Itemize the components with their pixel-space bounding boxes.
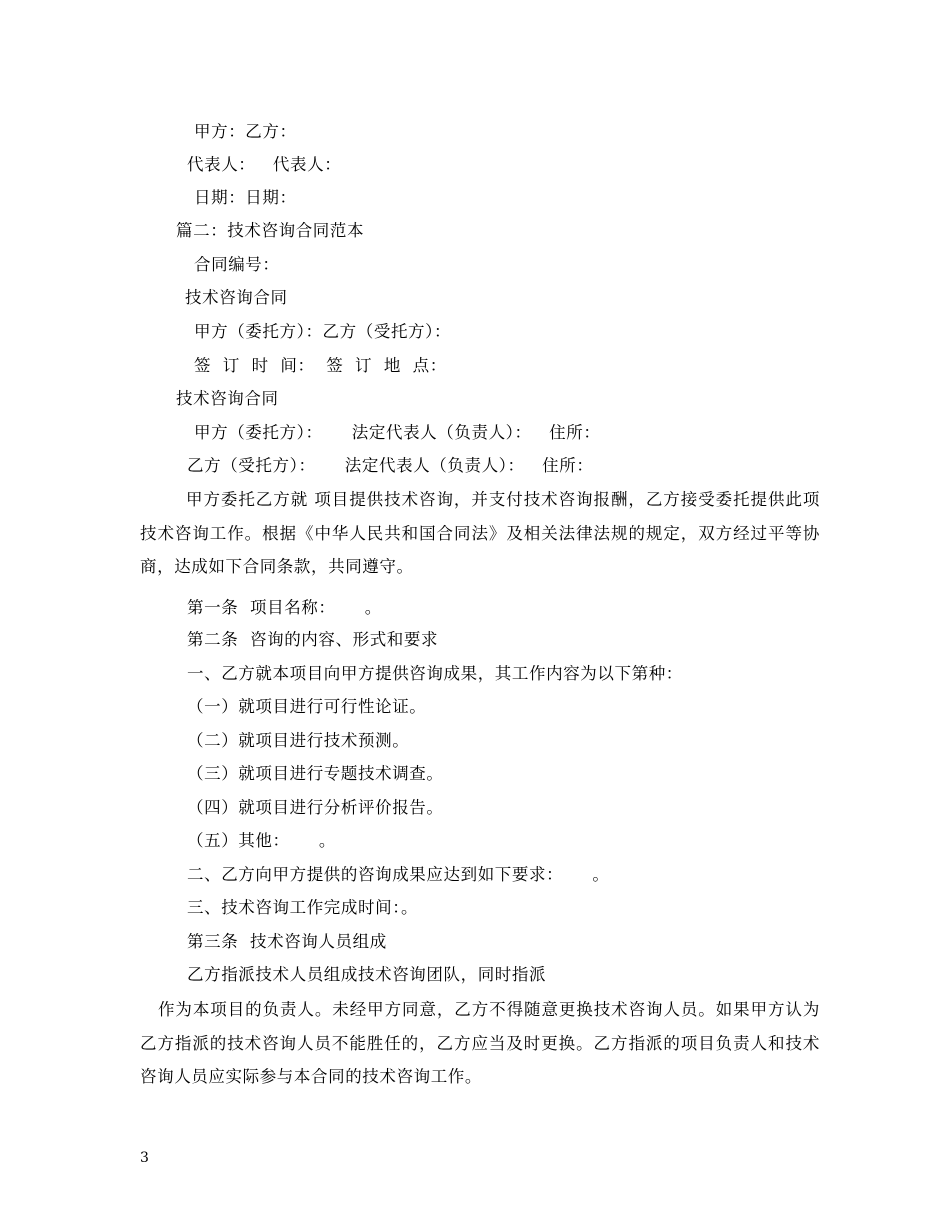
party-b-details-line: 乙方（受托方）： 法定代表人（负责人）： 住所： xyxy=(187,456,594,475)
article-3-text: 乙方指派技术人员组成技术咨询团队，同时指派 xyxy=(187,965,547,984)
date-line: 日期：日期： xyxy=(194,188,297,207)
clause-2-2: 二、乙方向甲方提供的咨询成果应达到如下要求： 。 xyxy=(187,865,610,884)
item-5: （五）其他： 。 xyxy=(187,831,336,850)
item-2: （二）就项目进行技术预测。 xyxy=(187,731,410,750)
article-1: 第一条 项目名称： 。 xyxy=(187,598,382,617)
contract-title: 技术咨询合同 xyxy=(185,288,288,307)
item-1: （一）就项目进行可行性论证。 xyxy=(187,697,427,716)
item-4: （四）就项目进行分析评价报告。 xyxy=(187,798,444,817)
article-2: 第二条 咨询的内容、形式和要求 xyxy=(187,630,439,649)
signing-time-place-line: 签 订 时 间： 签 订 地 点： xyxy=(194,356,447,375)
representative-line: 代表人： 代表人： xyxy=(187,155,342,174)
section-heading: 篇二：技术咨询合同范本 xyxy=(176,221,365,240)
contract-number-line: 合同编号： xyxy=(194,255,280,274)
clause-2-3: 三、技术咨询工作完成时间：。 xyxy=(187,898,419,917)
personnel-paragraph: 作为本项目的负责人。未经甲方同意，乙方不得随意更换技术咨询人员。如果甲方认为乙方指派的技术咨询人员不能胜任的，乙方应当及时更换。乙方指派的项目负责人和技术咨询人员应实际参与本合同的技术咨询工作。 xyxy=(140,1000,820,1086)
clause-2-1: 一、乙方就本项目向甲方提供咨询成果，其工作内容为以下第种： xyxy=(187,664,683,683)
item-3: （三）就项目进行专题技术调查。 xyxy=(187,764,444,783)
parties-line: 甲方（委托方）：乙方（受托方）： xyxy=(194,322,452,341)
party-a-details-line: 甲方（委托方）： 法定代表人（负责人）： 住所： xyxy=(194,423,601,442)
intro-paragraph: 甲方委托乙方就 项目提供技术咨询，并支付技术咨询报酬，乙方接受委托提供此项技术咨询工作。根据《中华人民共和国合同法》及相关法律法规的规定，双方经过平等协商，达成如下合同条款，共同遵守。 xyxy=(140,490,820,576)
contract-title-2: 技术咨询合同 xyxy=(176,389,279,408)
party-a-b-line: 甲方：乙方： xyxy=(194,122,297,141)
page-number: 3 xyxy=(140,1150,149,1166)
article-3: 第三条 技术咨询人员组成 xyxy=(187,932,387,951)
